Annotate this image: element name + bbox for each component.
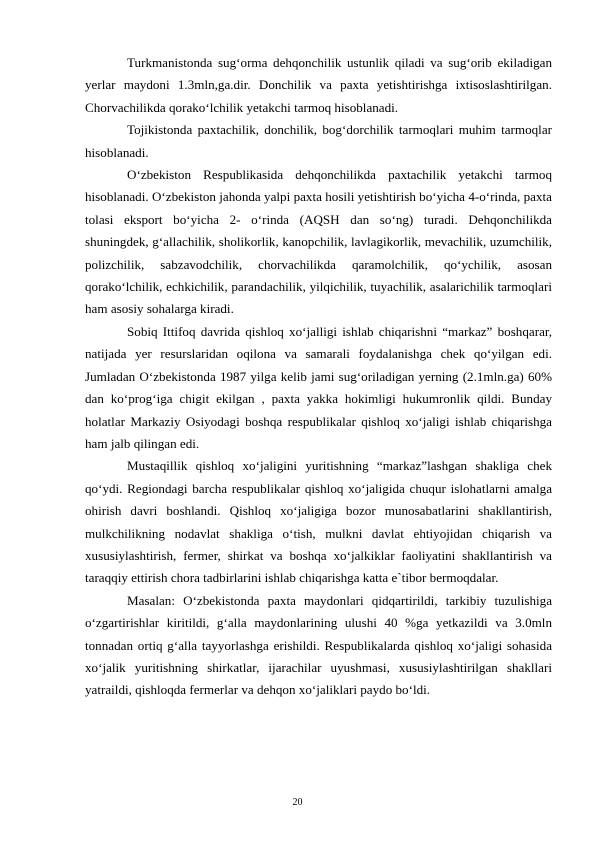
page-number: 20 [292, 797, 303, 808]
paragraph-sobiq-ittifoq: Sobiq Ittifoq davrida qishloq xo‘jalligi ishlab chiqarishni “markaz” boshqarar, natijada yer resurslaridan oqilona va samarali foydalanishga chek qo‘yilgan edi. Jumladan O‘zbekistonda 1987 yilga kelib jami sug‘oriladigan yerning (2.1mln.ga) 60% dan ko‘prog‘iga chigit ekilgan , paxta yakka hokimligi hukumronlik qildi. Bunday holatlar Markaziy Osiyodagi boshqa respublikalar qishloq xo‘jaligi ishlab chiqarishga ham jalb qilingan edi. [85, 323, 552, 451]
paragraph-masalan: Masalan: O‘zbekistonda paxta maydonlari qidqartirildi, tarkibiy tuzulishiga o‘zgartirishlar kiritildi, g‘alla maydonlarining ulushi 40 %ga yetkazildi va 3.0mln tonnadan ortiq g‘alla tayyorlashga erishildi. Respublikalarda qishloq xo‘jaligi sohasida xo‘jalik yuritishning shirkatlar, ijarachilar uyushmasi, xususiylashtirilgan shakllari yatraildi, qishloqda fermerlar va dehqon xo‘jaliklari paydo bo‘ldi. [85, 592, 552, 698]
paragraph-turkmanistan: Turkmanistonda sug‘orma dehqonchilik ustunlik qiladi va sug‘orib ekiladigan yerlar maydoni 1.3mln,ga.dir. Donchilik va paxta yetishtirishga ixtisoslashtirilgan. Chorvachilikda qorako‘lchilik yetakchi tarmoq hisoblanadi. [85, 55, 552, 115]
document-page [85, 52, 552, 702]
paragraph-mustaqillik: Mustaqillik qishloq xo‘jaligini yuritishning “markaz”lashgan shakliga chek qo‘ydi. Regiondagi barcha respublikalar qishloq xo‘jaligida chuqur islohatlarni amalga ohirish davri boshlandi. Qishloq xo‘jaligiga bozor munosabatlarini shakllantirish, mulkchilikning nodavlat shakliga o‘tish, mulkni davlat ehtiyojidan chiqarish va xususiylashtirish, fermer, shirkat va boshqa xo‘jalkiklar faoliyatini shakllantirish va taraqqiy ettirish chora tadbirlarini ishlab chiqarishga katta e`tibor bermoqdalar. [85, 458, 552, 586]
paragraph-tojikiston: Tojikistonda paxtachilik, donchilik, bog‘dorchilik tarmoqlari muhim tarmoqlar hisoblanadi. [85, 122, 552, 160]
paragraph-ozbekiston: O‘zbekiston Respublikasida dehqonchilikda paxtachilik yetakchi tarmoq hisoblanadi. O‘zbekiston jahonda yalpi paxta hosili yetishtirish bo‘yicha 4-o‘rinda, paxta tolasi eksport bo‘yicha 2- o‘rinda (AQSH dan so‘ng) turadi. Dehqonchilikda shuningdek, g‘allachilik, sholikorlik, kanopchilik, lavlagikorlik, mevachilik, uzumchilik, polizchilik, sabzavodchilik, chorvachilikda qaramolchilik, qo‘ychilik, asosan qorako‘lchilik, echkichilik, parandachilik, yilqichilik, tuyachilik, asalarichilik tarmoqlari ham asosiy sohalarga kiradi. [85, 167, 552, 317]
